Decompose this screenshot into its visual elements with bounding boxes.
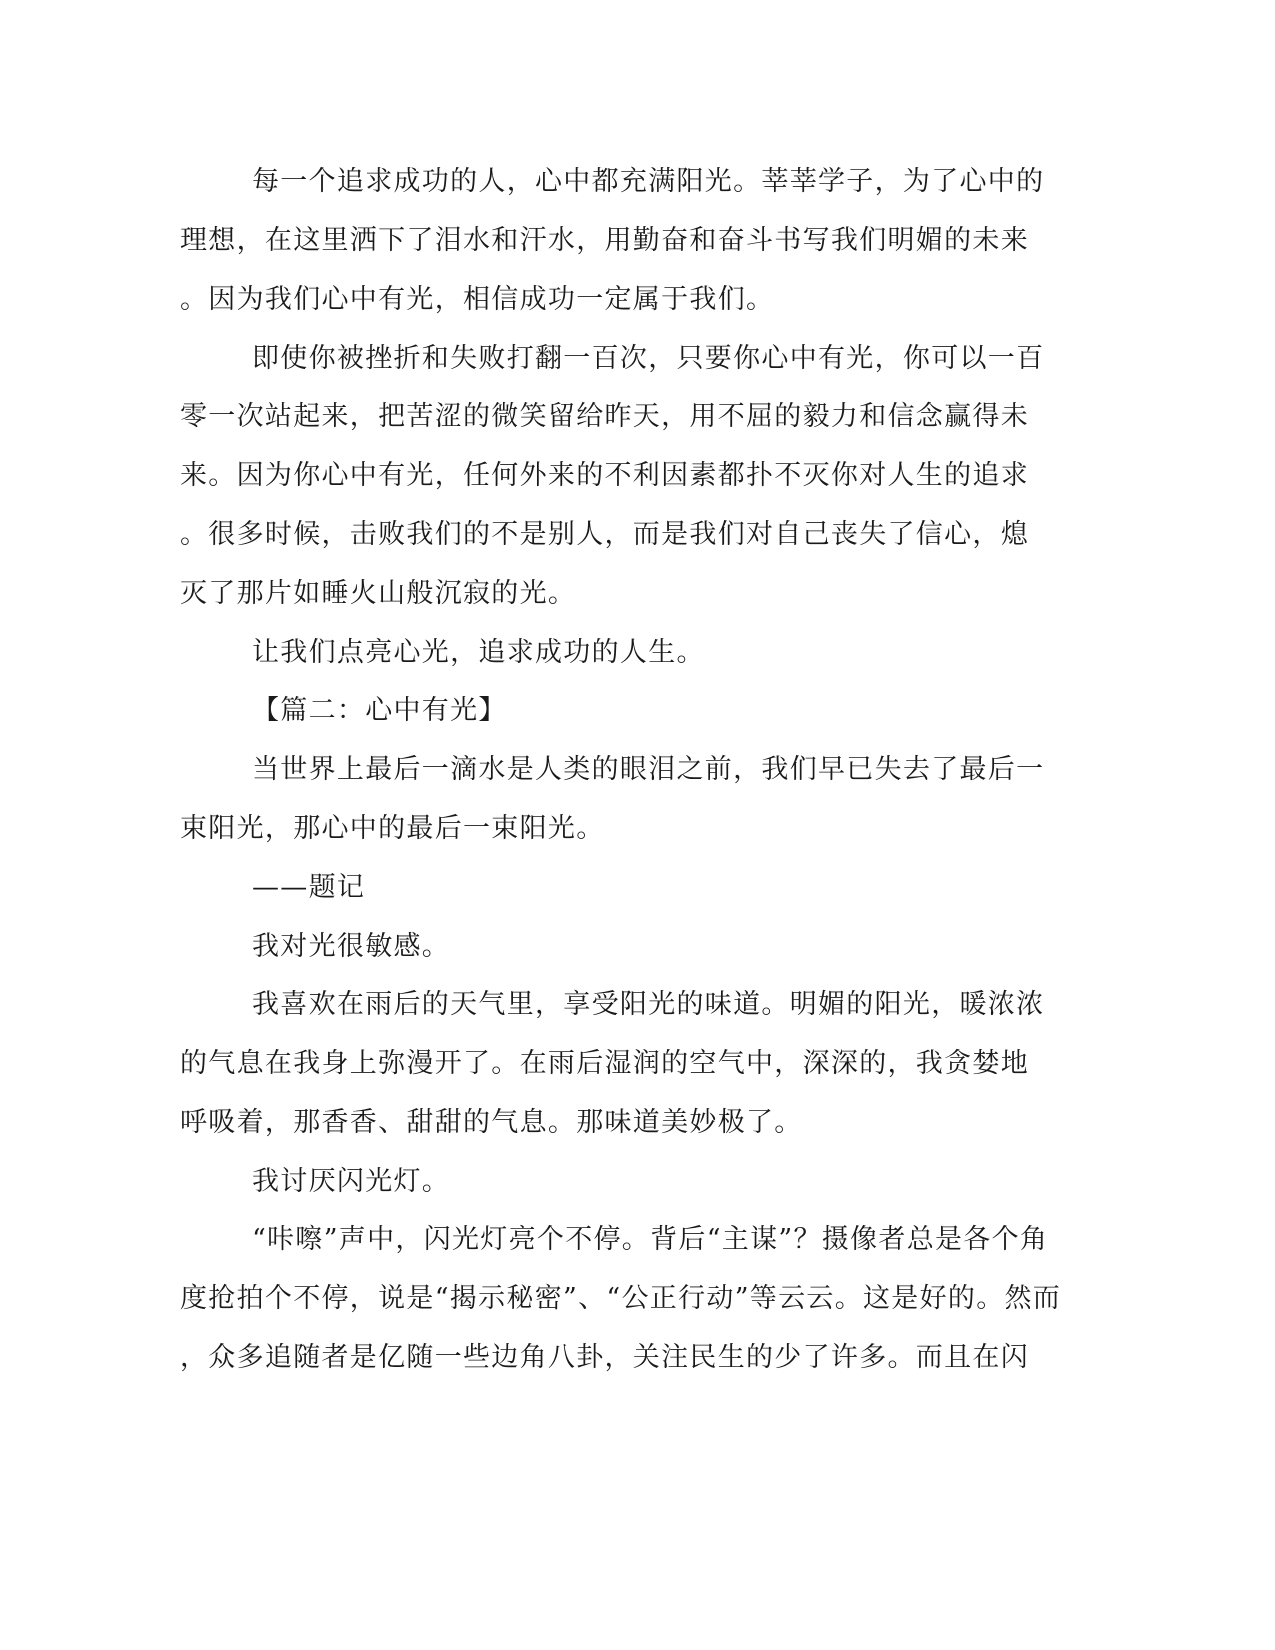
epigraph-line-2: 束阳光，那心中的最后一束阳光。 xyxy=(180,813,605,844)
paragraph-7-line-2: 度抢拍个不停，说是“揭示秘密”、“公正行动”等云云。这是好的。然而 xyxy=(180,1283,1062,1314)
paragraph-1-line-1: 每一个追求成功的人，心中都充满阳光。莘莘学子，为了心中的 xyxy=(252,166,1045,197)
paragraph-2-line-3: 来。因为你心中有光，任何外来的不利因素都扑不灭你对人生的追求 xyxy=(180,460,1029,491)
paragraph-5-line-1: 我喜欢在雨后的天气里，享受阳光的味道。明媚的阳光，暖浓浓 xyxy=(252,989,1045,1020)
section-heading: 【篇二：心中有光】 xyxy=(252,695,507,726)
paragraph-7-line-1: “咔嚓”声中，闪光灯亮个不停。背后“主谋”？摄像者总是各个角 xyxy=(252,1224,1049,1255)
paragraph-2-line-5: 灭了那片如睡火山般沉寂的光。 xyxy=(180,578,577,609)
epigraph-line-1: 当世界上最后一滴水是人类的眼泪之前，我们早已失去了最后一 xyxy=(252,754,1045,785)
paragraph-6-line-1: 我讨厌闪光灯。 xyxy=(252,1166,451,1197)
paragraph-1-line-2: 理想，在这里洒下了泪水和汗水，用勤奋和奋斗书写我们明媚的未来 xyxy=(180,225,1029,256)
epigraph-attribution: ——题记 xyxy=(252,872,366,903)
paragraph-2-line-1: 即使你被挫折和失败打翻一百次，只要你心中有光，你可以一百 xyxy=(252,343,1045,374)
paragraph-3-line-1: 让我们点亮心光，追求成功的人生。 xyxy=(252,637,705,668)
paragraph-7-line-3: ，众多追随者是亿随一些边角八卦，关注民生的少了许多。而且在闪 xyxy=(180,1342,1029,1373)
paragraph-4-line-1: 我对光很敏感。 xyxy=(252,931,451,962)
paragraph-2-line-2: 零一次站起来，把苦涩的微笑留给昨天，用不屈的毅力和信念赢得未 xyxy=(180,401,1029,432)
paragraph-2-line-4: 。很多时候，击败我们的不是别人，而是我们对自己丧失了信心，熄 xyxy=(180,519,1029,550)
paragraph-5-line-2: 的气息在我身上弥漫开了。在雨后湿润的空气中，深深的，我贪婪地 xyxy=(180,1048,1029,1079)
paragraph-1-line-3: 。因为我们心中有光，相信成功一定属于我们。 xyxy=(180,284,775,315)
paragraph-5-line-3: 呼吸着，那香香、甜甜的气息。那味道美妙极了。 xyxy=(180,1107,803,1138)
